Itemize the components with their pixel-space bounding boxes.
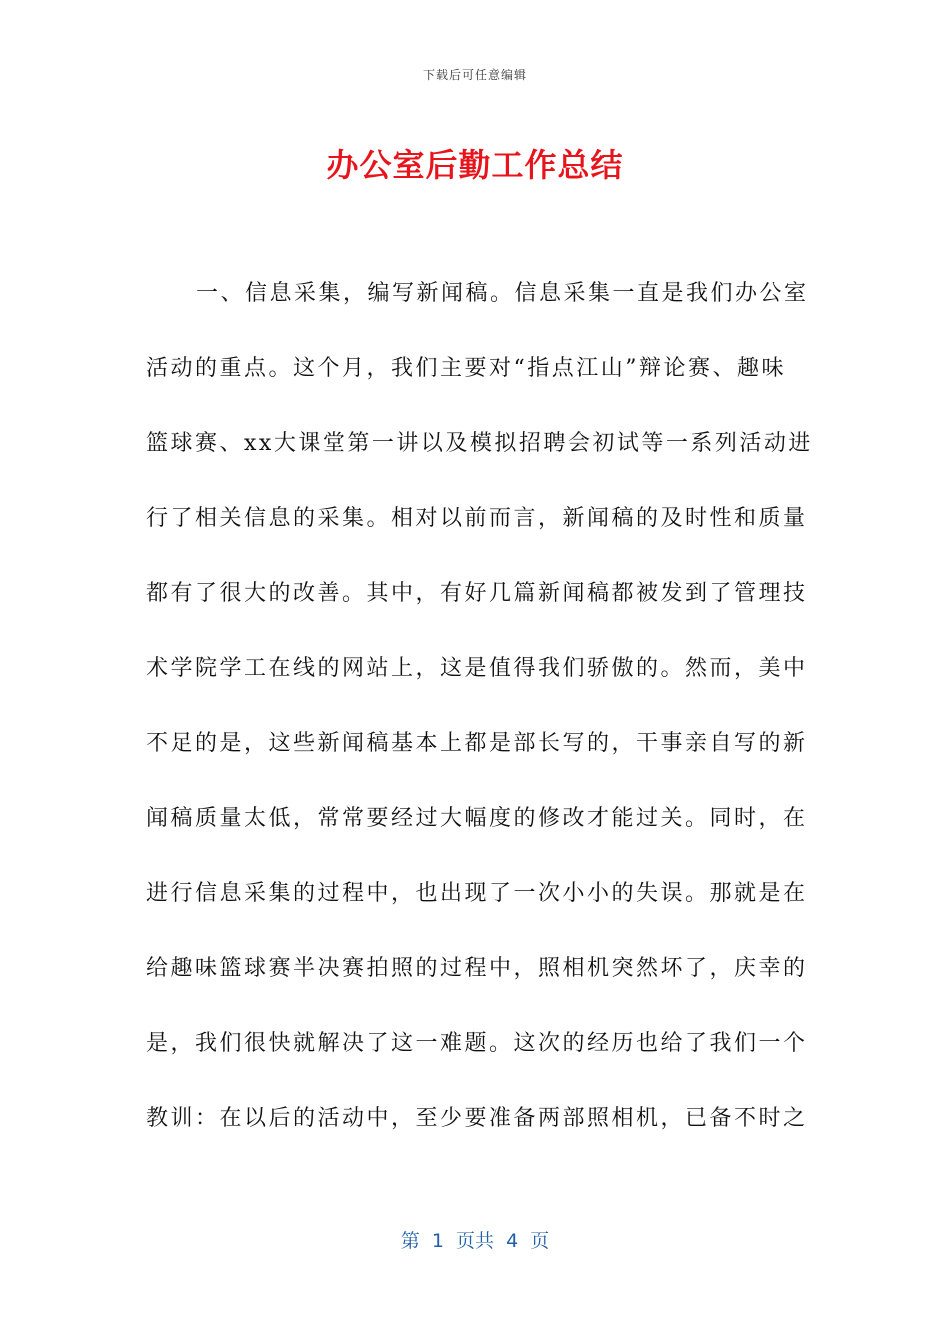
body-line: 教训：在以后的活动中，至少要准备两部照相机，已备不时之 <box>146 1106 808 1131</box>
body-line: 是，我们很快就解决了这一难题。这次的经历也给了我们一个 <box>146 1031 808 1056</box>
body-line: 给趣味篮球赛半决赛拍照的过程中，照相机突然坏了，庆幸的 <box>146 956 808 981</box>
body-line: 行了相关信息的采集。相对以前而言，新闻稿的及时性和质量 <box>146 506 808 531</box>
body-line: 一、信息采集，编写新闻稿。信息采集一直是我们办公室 <box>196 281 809 306</box>
body-line: 活动的重点。这个月，我们主要对“指点江山”辩论赛、趣味 <box>146 356 786 381</box>
body-line: 闻稿质量太低，常常要经过大幅度的修改才能过关。同时，在 <box>146 806 808 831</box>
body-line: 篮球赛、xx大课堂第一讲以及模拟招聘会初试等一系列活动进 <box>146 431 813 456</box>
header-note: 下载后可任意编辑 <box>422 68 527 82</box>
body-line: 进行信息采集的过程中，也出现了一次小小的失误。那就是在 <box>146 881 808 906</box>
body-line: 都有了很大的改善。其中，有好几篇新闻稿都被发到了管理技 <box>146 581 808 606</box>
document-body <box>146 274 813 1174</box>
document-title: 办公室后勤工作总结 <box>326 146 624 184</box>
body-line: 不足的是，这些新闻稿基本上都是部长写的，干事亲自写的新 <box>146 731 808 756</box>
page-number-footer: 第 1 页共 4 页 <box>400 1230 550 1252</box>
body-line: 术学院学工在线的网站上，这是值得我们骄傲的。然而，美中 <box>146 656 808 681</box>
